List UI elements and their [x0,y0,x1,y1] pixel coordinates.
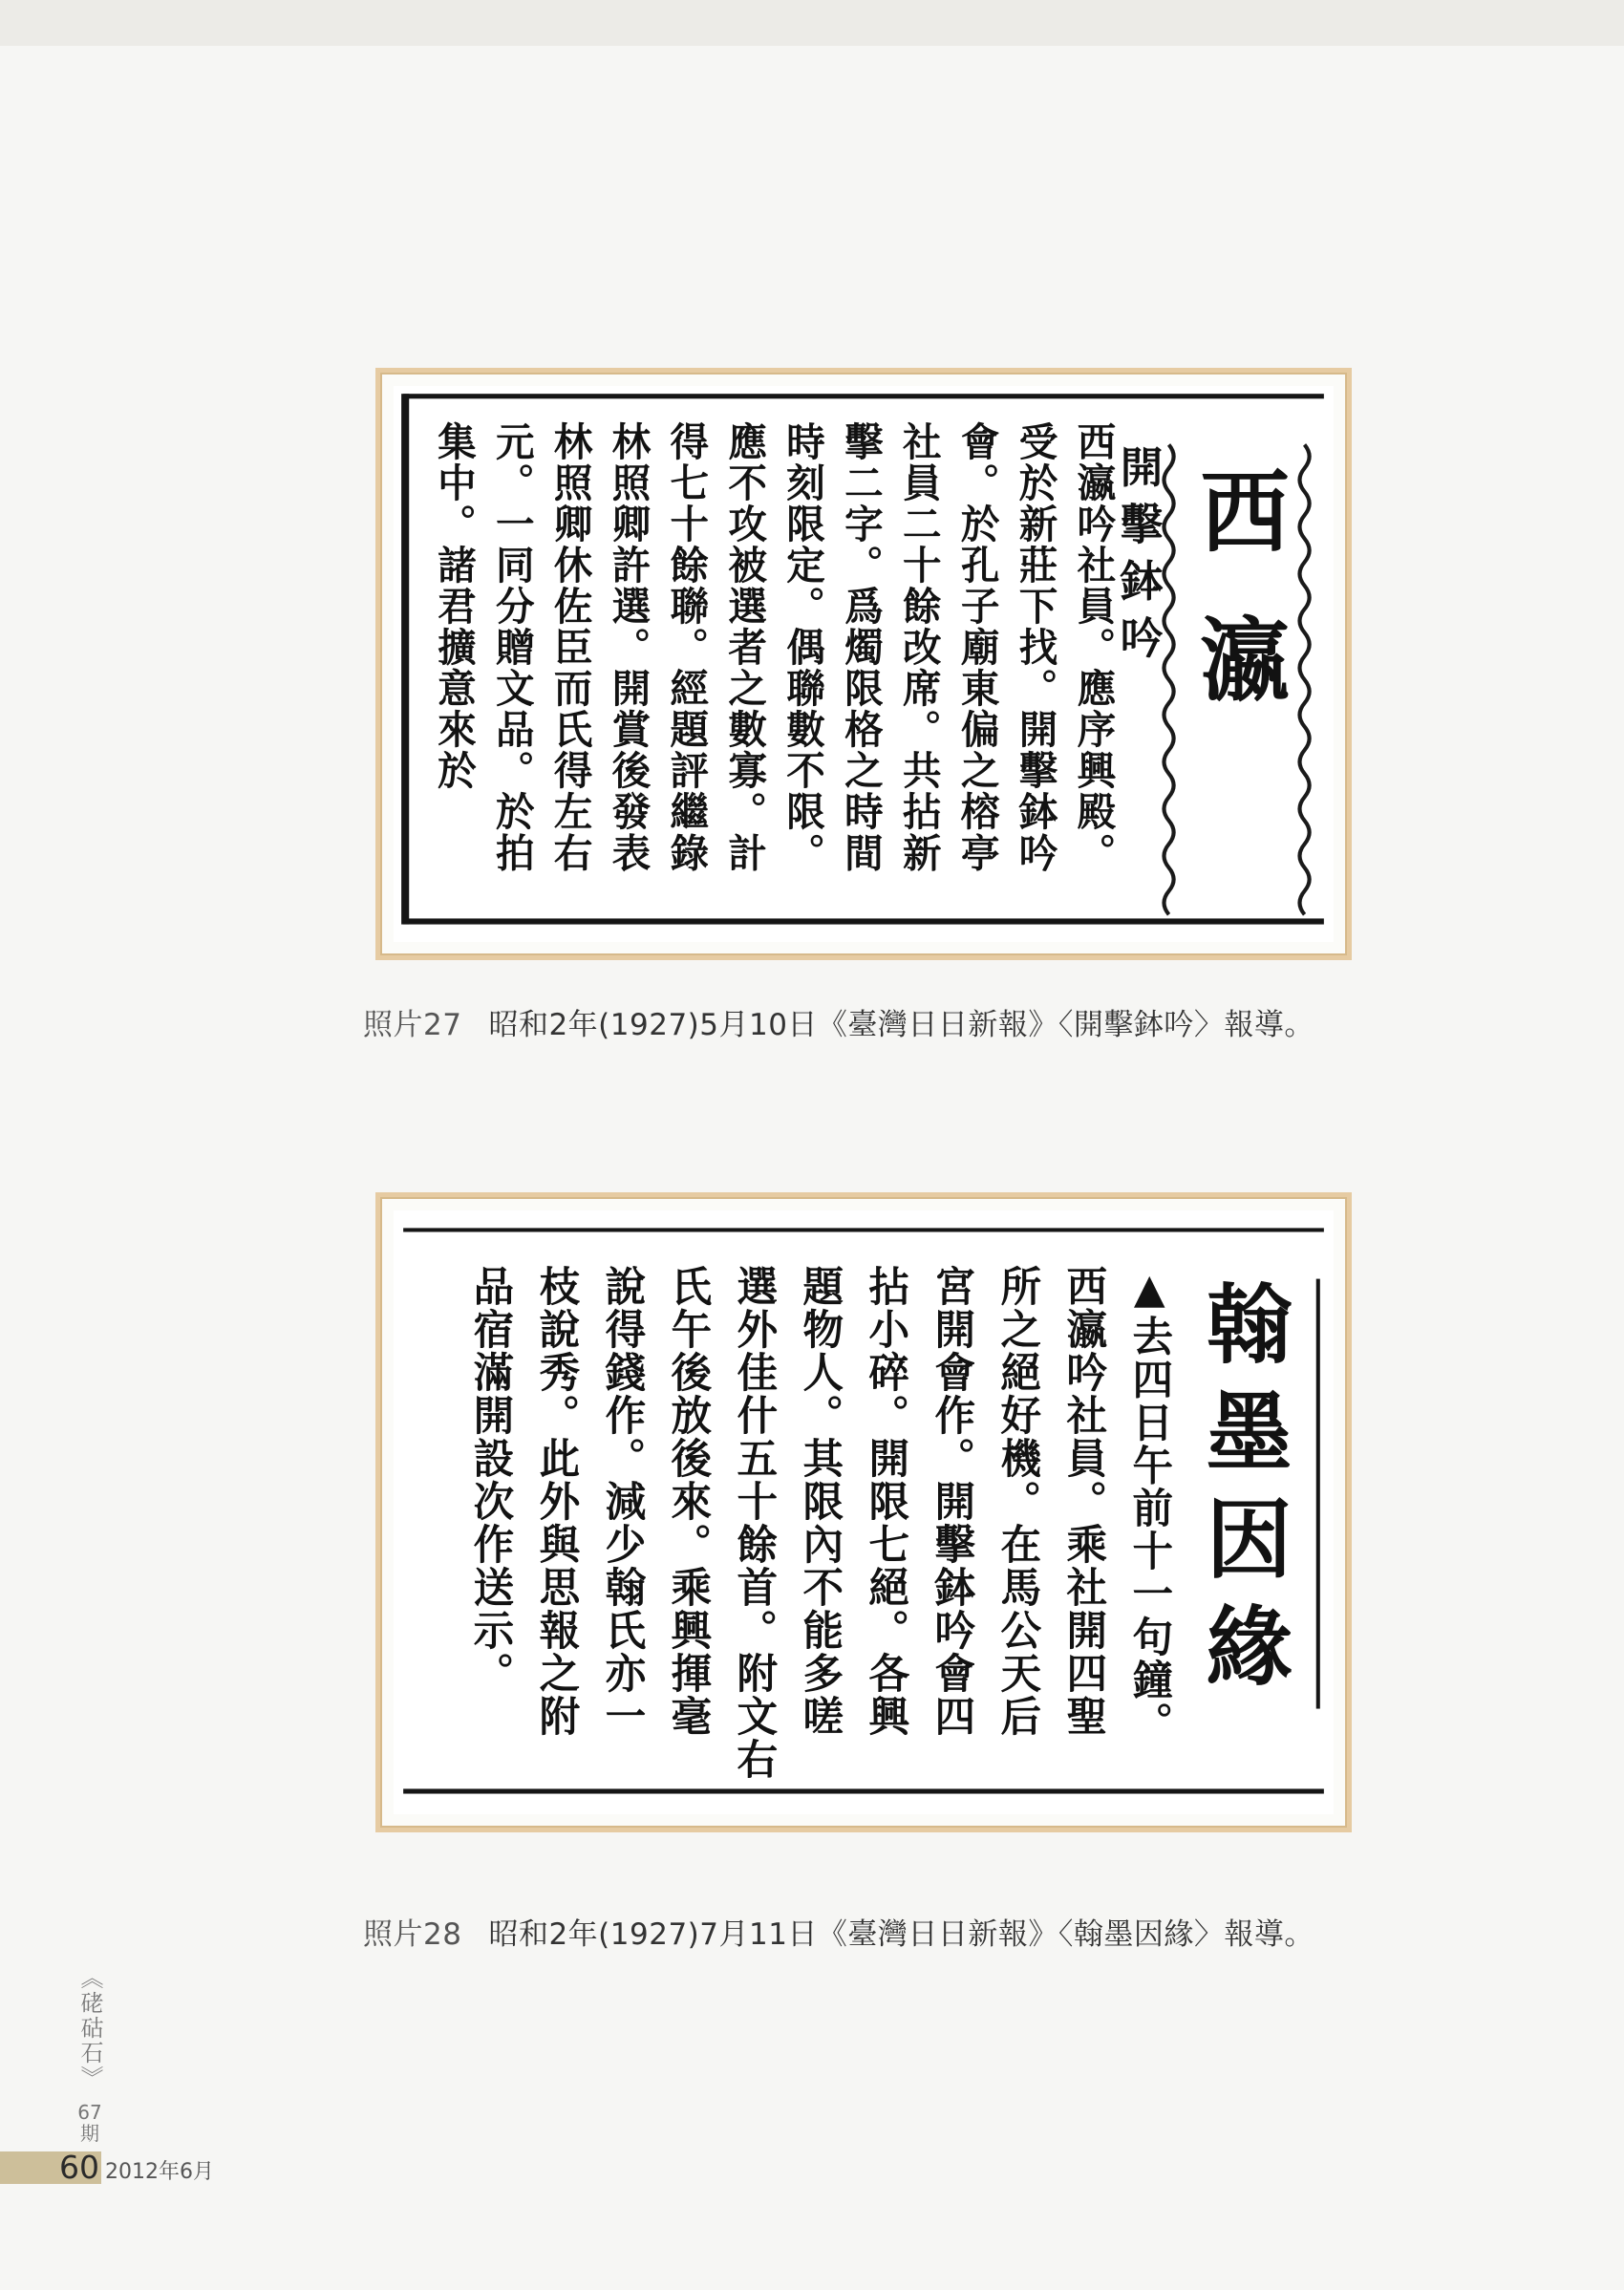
photo-27-column-11: 元。一同分贈文品。於拍 [488,420,535,874]
photo-27-frame [375,368,1352,960]
photo-28-column-10: 枝說秀。此外與思報之附 [532,1265,581,1739]
photo-28-column-3: 所之絕好機。在馬公天后 [994,1265,1042,1739]
photo-27-caption [363,1000,1314,1043]
issue-date: 2012年6月 [105,2160,214,2184]
photo-28-column-2: 西瀛吟社員。乘社開四聖 [1059,1265,1108,1739]
photo-28-headline: 翰墨因緣 [1191,1278,1292,1709]
photo-28-column-8: 氏午後放後來。乘興揮毫 [664,1265,713,1739]
photo-28-caption-text: 昭和2年(1927)7月11日《臺灣日日新報》〈翰墨因緣〉報導。 [488,1917,1314,1952]
photo-27-column-5: 擊二字。爲燭限格之時間 [838,420,884,874]
photo-27-column-3: 會。於孔子廟東偏之榕亭 [953,420,1000,874]
photo-27-column-6: 時刻限定。偶聯數不限。 [780,420,825,874]
photo-27-column-8: 得七十餘聯。經題評繼錄 [663,420,710,874]
photo-28-column-11: 品宿滿開設次作送示。 [466,1265,515,1696]
scan-top-band [0,0,1624,46]
photo-27-column-4: 社員二十餘改席。共拈新 [895,420,942,874]
photo-28-frame [375,1192,1352,1832]
photo-27-column-2: 受於新莊下找。開擊鉢吟 [1012,420,1058,874]
photo-27-column-9: 林照卿許選。開賞後發表 [605,420,652,874]
photo-28-column-1: ▲去四日午前十一句鐘。 [1125,1265,1174,1745]
photo-27-clipping [394,386,1334,942]
photo-28-column-9: 說得錢作。減少翰氏亦一 [598,1265,647,1739]
journal-title: 《硓𥑮石》 [76,1966,103,2090]
photo-27-headline: 西瀛 [1184,463,1290,762]
photo-27-column-7: 應不攻被選者之數寡。計 [721,420,768,874]
photo-28-column-7: 選外佳什五十餘首。附文右 [730,1265,779,1782]
page-number: 60 [59,2149,99,2186]
journal-sidebar [71,1966,109,2144]
photo-28-label: 照片28 [363,1917,462,1952]
photo-27-subhead: 開擊鉢吟 [1112,444,1164,673]
photo-27-label: 照片27 [363,1008,462,1042]
photo-28-columns [467,1265,1174,1781]
photo-28-column-4: 宮開會作。開擊鉢吟會四 [928,1265,976,1739]
photo-28-caption [363,1910,1314,1953]
photo-27-column-12: 集中。諸君擴意來於 [431,420,477,792]
photo-28-column-5: 拈小碎。開限七絕。各興 [862,1265,910,1739]
photo-27-newspaper [394,386,1334,942]
photo-27-column-1: 西瀛吟社員。應序興殿。 [1070,420,1117,874]
photo-27-column-10: 林照卿休佐臣而氏得左右 [546,420,593,874]
journal-issue: 67期 [77,2101,102,2145]
photo-28-column-6: 題物人。其限內不能多嗟 [796,1265,844,1739]
photo-27-caption-text: 昭和2年(1927)5月10日《臺灣日日新報》〈開擊鉢吟〉報導。 [488,1008,1314,1042]
photo-28-clipping [394,1210,1334,1814]
photo-28-newspaper [394,1210,1334,1814]
